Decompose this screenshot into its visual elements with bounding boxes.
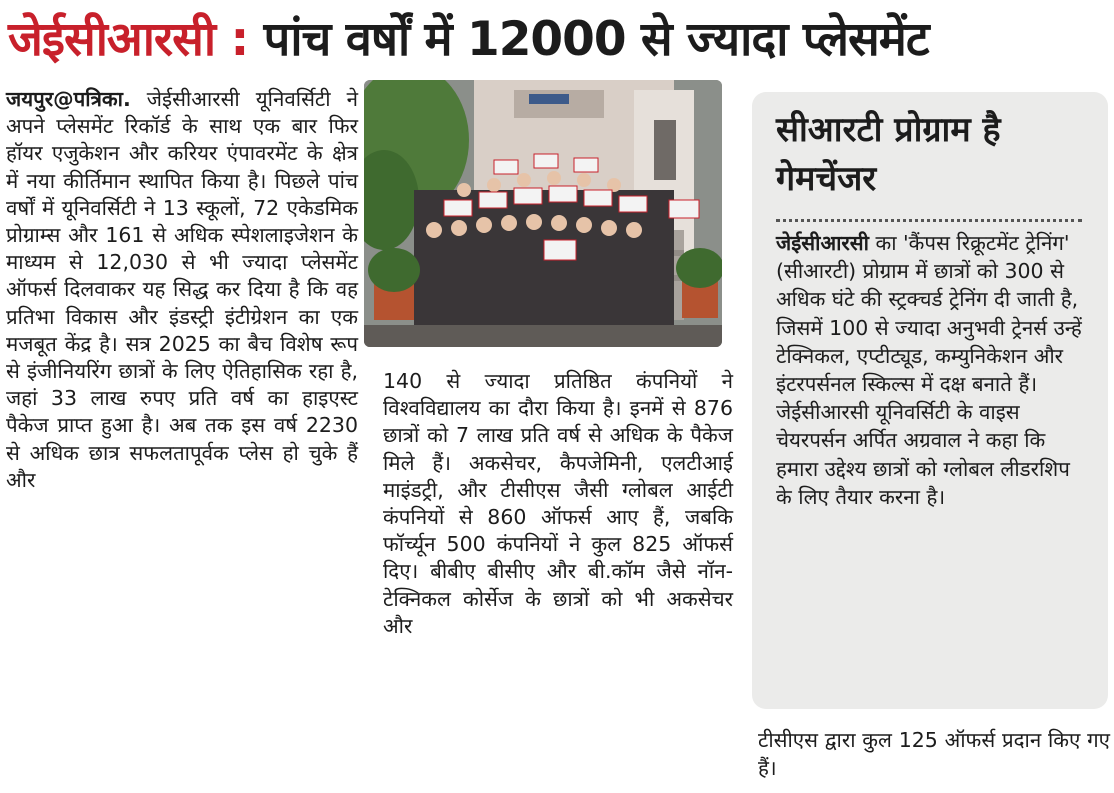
article-column-1 [6,86,358,494]
article-column-1-text: जेईसीआरसी यूनिवर्सिटी ने अपने प्लेसमेंट रिकॉर्ड के साथ एक बार फिर हॉयर एजुकेशन और करियर एंपावरमेंट के क्षेत्र में नया कीर्तिमान स्थापित किया है। पिछले पांच वर्षों में यूनिवर्सिटी ने 13 स्कूलों, 72 एकेडमिक प्रोग्राम्स और 161 से अधिक स्पेशलाइजेशन के माध्यम से 12,030 से भी ज्यादा प्लेसमेंट ऑफर्स दिलवाकर यह सिद्ध कर दिया है कि वह प्रतिभा विकास और इंडस्ट्री इंटीग्रेशन का एक मजबूत केंद्र है। सत्र 2025 का बैच विशेष रूप से इंजीनियरिंग छात्रों के लिए ऐतिहासिक रहा है, जहां 33 लाख रुपए प्रति वर्ष का हाइएस्ट पैकेज प्राप्त हुआ है। अब तक इस वर्ष 2230 से अधिक छात्र सफलतापूर्वक प्लेस हो चुके हैं और [6,87,358,492]
sidebar-body-text: का 'कैंपस रिक्रूटमेंट ट्रेनिंग' (सीआरटी) प्रोग्राम में छात्रों को 300 से अधिक घंटे की स्ट्रक्चर्ड ट्रेनिंग दी जाती है, जिसमें 100 से ज्यादा अनुभवी ट्रेनर्स उन्हें टेक्निकल, एप्टीट्यूड, कम्युनिकेशन और इंटरपर्सनल स्किल्स में दक्ष बनाते हैं। जेईसीआरसी यूनिवर्सिटी के वाइस चेयरपर्सन अर्पित अग्रवाल ने कहा कि हमारा उद्देश्य छात्रों को ग्लोबल लीडरशिप के लिए तैयार करना है। [776,231,1082,509]
sidebar-lead: जेईसीआरसी [776,231,869,255]
group-photo [364,80,722,347]
sidebar-divider [776,219,1082,222]
sidebar-box [752,92,1108,709]
sidebar-body [776,229,1086,511]
article-column-2 [383,368,733,640]
article-column-3-tail: टीसीएस द्वारा कुल 125 ऑफर्स प्रदान किए गए हैं। [758,728,1110,780]
headline [8,6,1108,76]
sidebar-title: सीआरटी प्रोग्राम है गेमचेंजर [776,110,1001,199]
group-photo-illustration [364,80,722,347]
headline-main: पांच वर्षों में 12000 से ज्यादा प्लेसमेंट [263,12,929,67]
byline: जयपुर@पत्रिका. [6,87,131,111]
headline-prefix: जेईसीआरसी : [8,12,249,67]
article-column-2-text: 140 से ज्यादा प्रतिष्ठित कंपनियों ने विश्वविद्यालय का दौरा किया है। इनमें से 876 छात्रों को 7 लाख प्रति वर्ष से अधिक के पैकेज मिले हैं। अकसेचर, कैपजेमिनी, एलटीआई माइंडट्री, और टीसीएस जैसी ग्लोबल आईटी कंपनियों से 860 ऑफर्स आए हैं, जबकि फॉर्च्यून 500 कंपनियों ने कुल 825 ऑफर्स दिए। बीबीए बीसीए और बी.कॉम जैसे नॉन-टेक्निकल कोर्सेज के छात्रों को भी अकसेचर और [383,369,733,638]
